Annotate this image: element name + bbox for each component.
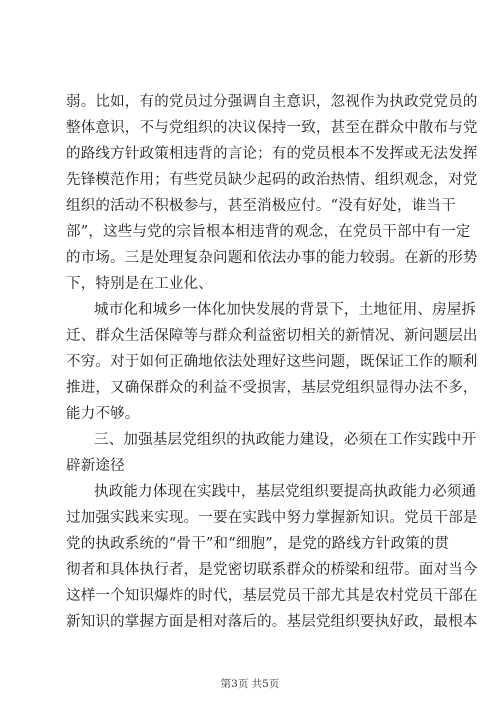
text-line: 推进，又确保群众的利益不受损害，基层党组织显得办法不多，: [66, 380, 478, 396]
text-line: 不穷。对于如何正确地依法处理好这些问题，既保证工作的顺利: [66, 354, 478, 370]
text-line: 整体意识，不与党组织的决议保持一致，甚至在群众中散布与党: [66, 120, 478, 136]
text-line: 能力不够。: [66, 406, 140, 422]
text-line: 的市场。三是处理复杂问题和依法办事的能力较弱。在新的形势: [66, 250, 478, 266]
page-number-footer: 第3页 共5页: [220, 678, 280, 690]
text-line: 组织的活动不积极参与，甚至消极应付。“没有好处，谁当干: [66, 198, 456, 214]
text-line: 先锋模范作用；有些党员缺少起码的政治热情、组织观念，对党: [66, 172, 478, 188]
text-line: 过加强实践来实现。一要在实践中努力掌握新知识。党员干部是: [66, 510, 478, 526]
section-heading: 三、加强基层党组织的执政能力建设，必须在工作实践中开: [94, 432, 477, 448]
text-line: 这样一个知识爆炸的时代，基层党员干部尤其是农村党员干部在: [66, 588, 478, 604]
text-line: 弱。比如，有的党员过分强调自主意识，忽视作为执政党党员的: [66, 94, 478, 110]
text-line: 党的执政系统的“骨干”和“细胞”，是党的路线方针政策的贯: [66, 536, 450, 552]
text-line: 部”，这些与党的宗旨根本相违背的观念，在党员干部中有一定: [66, 224, 471, 240]
text-line: 的路线方针政策相违背的言论；有的党员根本不发挥或无法发挥: [66, 146, 478, 162]
paragraph-first-line: 城市化和城乡一体化加快发展的背景下，土地征用、房屋拆: [94, 302, 477, 318]
text-line: 彻者和具体执行者，是党密切联系群众的桥梁和纽带。面对当今: [66, 562, 478, 578]
section-heading-continued: 辟新途径: [66, 458, 125, 474]
text-line: 新知识的掌握方面是相对落后的。基层党组织要执好政，最根本: [66, 614, 478, 630]
text-line: 迁、群众生活保障等与群众利益密切相关的新情况、新问题层出: [66, 328, 478, 344]
paragraph-first-line: 执政能力体现在实践中，基层党组织要提高执政能力必须通: [94, 484, 477, 500]
text-line: 下，特别是在工业化、: [66, 276, 213, 292]
